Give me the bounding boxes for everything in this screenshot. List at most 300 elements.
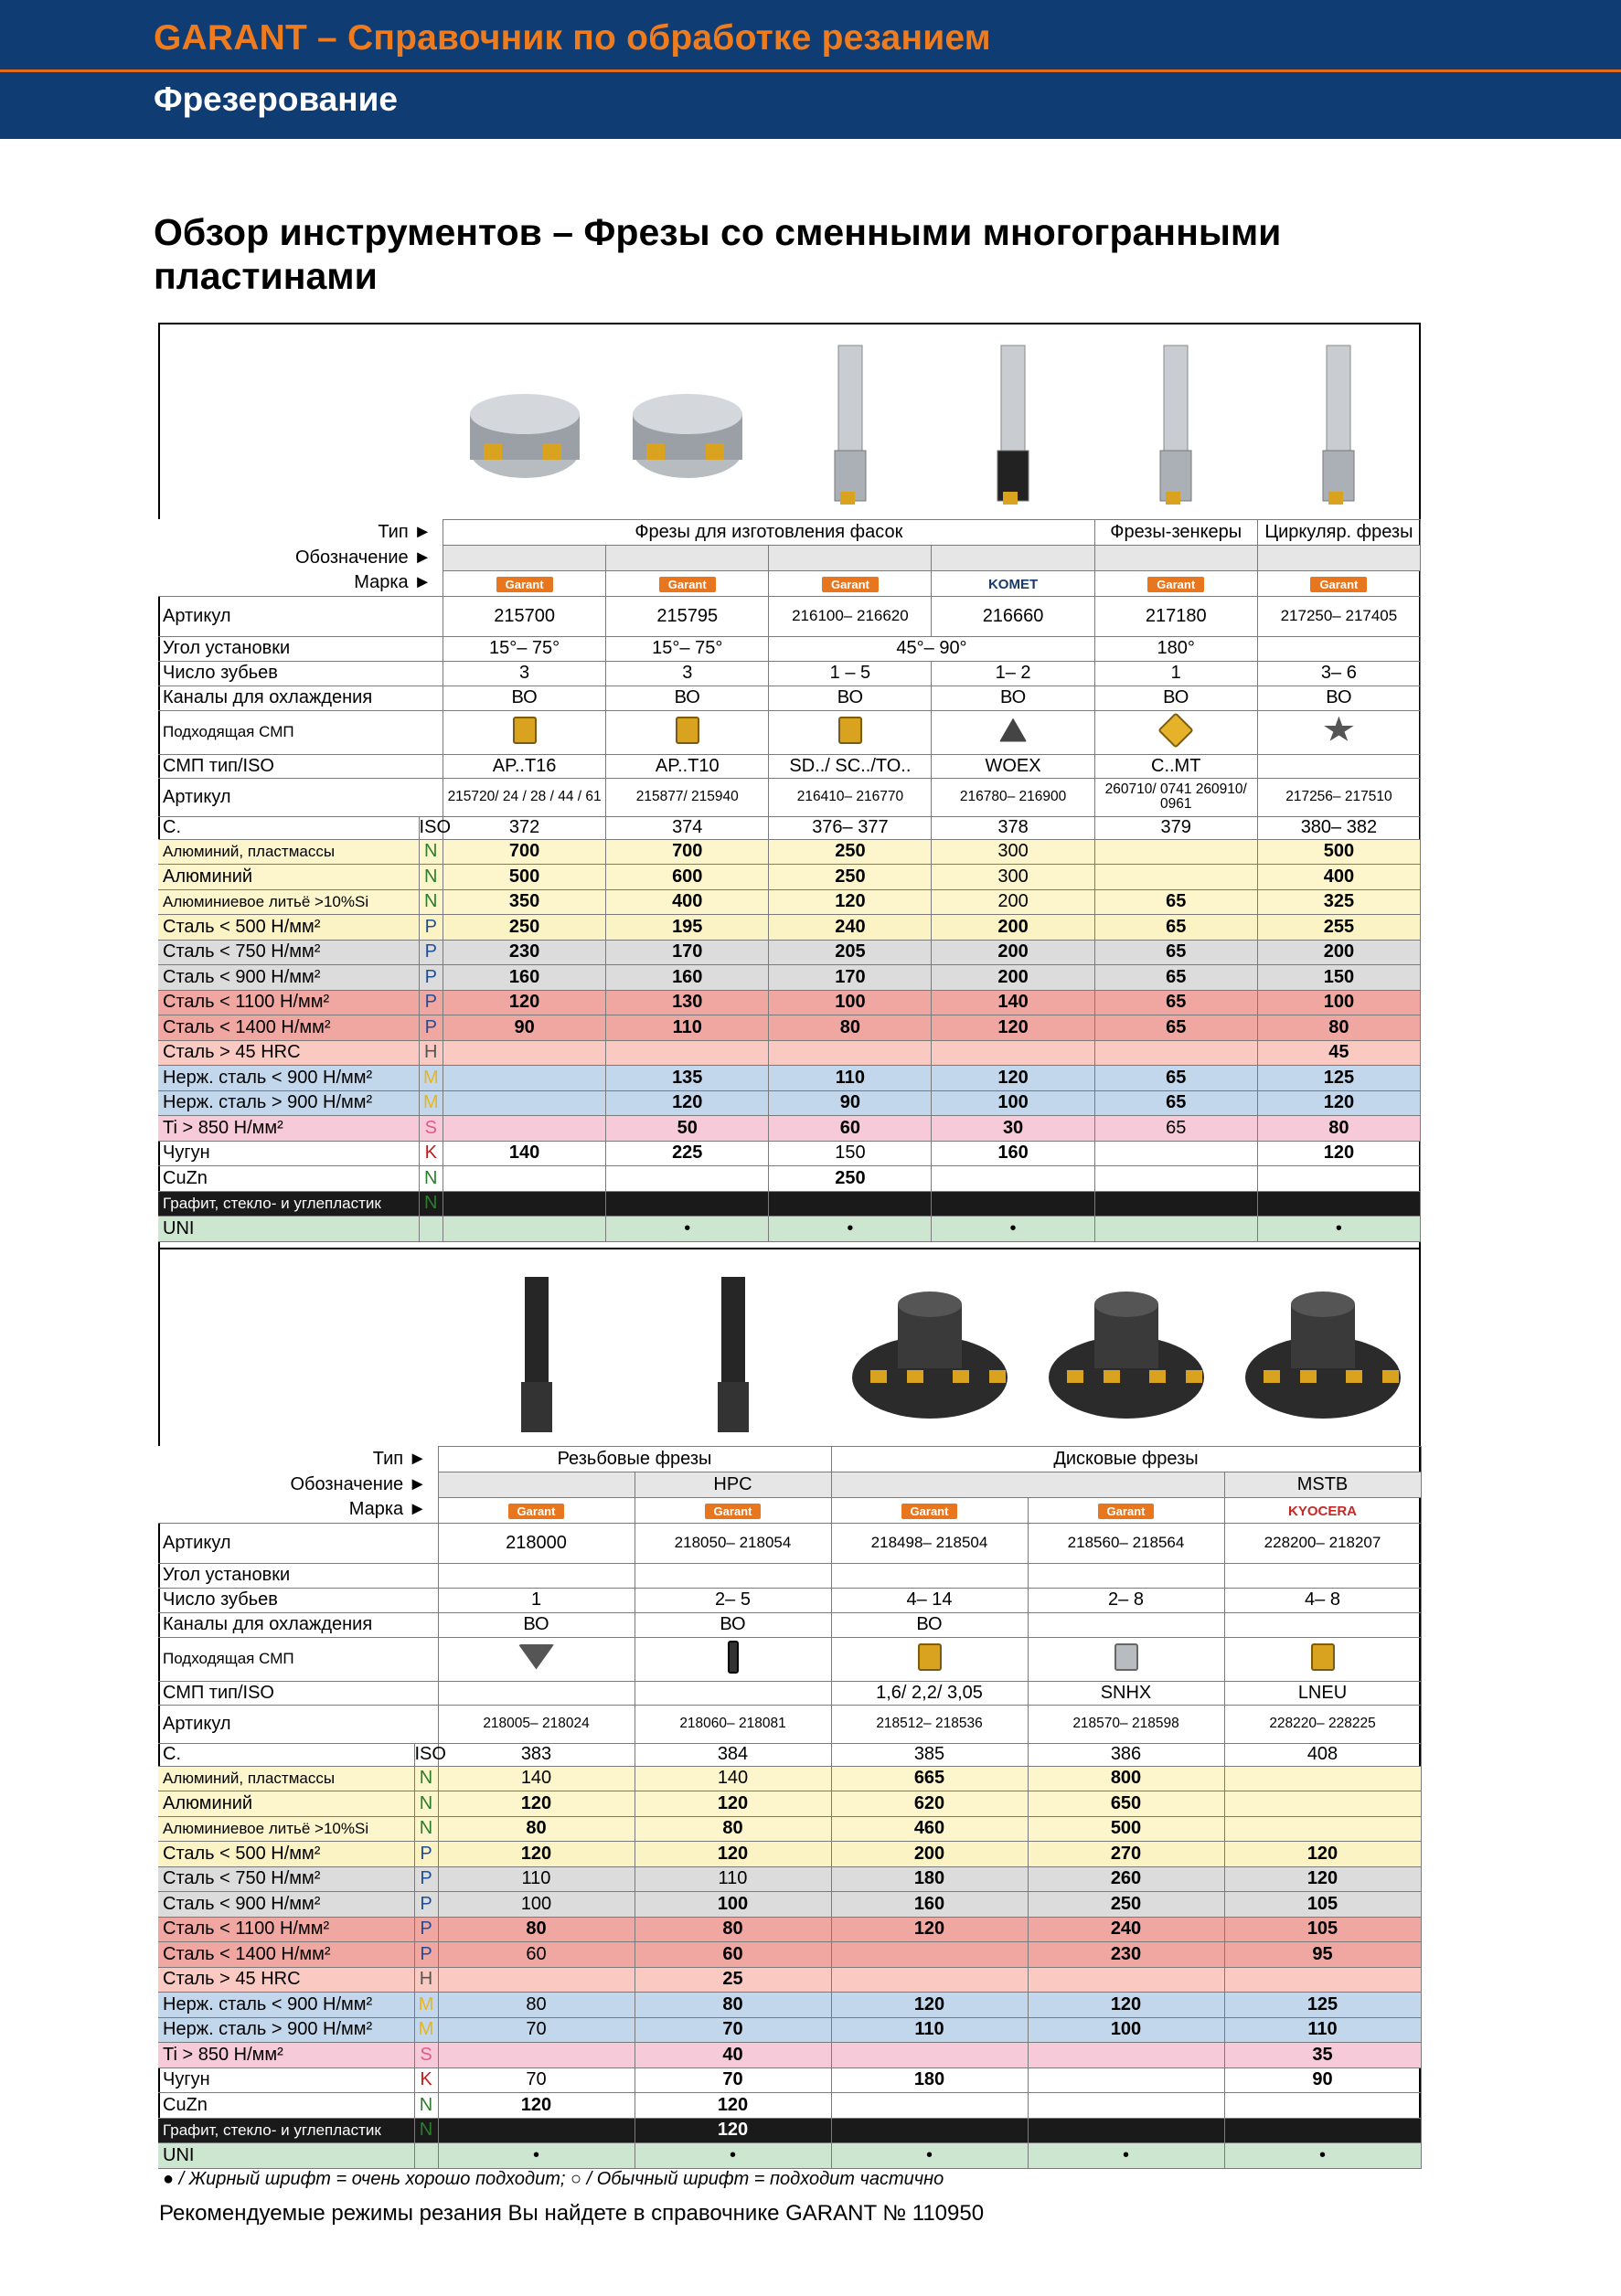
page-cell: 378 xyxy=(932,816,1094,839)
garant-logo: Garant xyxy=(705,1504,762,1520)
material-name: Сталь < 750 Н/мм² xyxy=(158,1866,414,1892)
value-cell: 150 xyxy=(1257,965,1420,991)
value-cell xyxy=(438,2043,635,2068)
value-cell: 600 xyxy=(606,865,769,890)
iso-class: P xyxy=(414,1866,438,1892)
value-cell: • xyxy=(1257,1217,1420,1242)
iso-class: P xyxy=(414,1917,438,1942)
table-row xyxy=(158,1866,1421,1892)
value-cell: 120 xyxy=(1224,1842,1421,1867)
value-cell xyxy=(1028,2118,1224,2143)
value-cell: 70 xyxy=(438,2017,635,2043)
insert-type-cell: C..MT xyxy=(1094,754,1257,778)
value-cell: 60 xyxy=(438,1942,635,1968)
teeth-cell: 4– 8 xyxy=(1224,1588,1421,1612)
value-cell: 35 xyxy=(1224,2043,1421,2068)
angle-label: Угол установки xyxy=(158,1563,438,1588)
insert-article-cell: 215720/ 24 / 28 / 44 / 61 xyxy=(443,778,606,816)
value-cell: 80 xyxy=(1257,1015,1420,1041)
material-name: Алюминий xyxy=(158,865,419,890)
designation-label: Обозначение ► xyxy=(158,545,443,570)
value-cell: 500 xyxy=(1257,839,1420,865)
cooling-cell: ВО xyxy=(606,686,769,710)
value-cell: 650 xyxy=(1028,1791,1224,1817)
value-cell xyxy=(1094,1141,1257,1166)
iso-class: N xyxy=(419,865,443,890)
header-divider xyxy=(0,69,1621,72)
value-cell: 90 xyxy=(1224,2067,1421,2093)
insert-gold-icon xyxy=(676,717,699,744)
tool-image-icon xyxy=(619,341,756,515)
table-row xyxy=(158,1942,1421,1968)
value-cell: 120 xyxy=(635,2093,831,2119)
insert-type-cell: LNEU xyxy=(1224,1681,1421,1705)
article-label: Артикул xyxy=(158,1523,438,1563)
insert-type-cell: AP..T16 xyxy=(443,754,606,778)
value-cell: 240 xyxy=(769,915,932,941)
insert-grey-icon xyxy=(1114,1643,1138,1671)
value-cell: 195 xyxy=(606,915,769,941)
material-name: Ti > 850 Н/мм² xyxy=(158,1116,419,1142)
table-row xyxy=(158,1249,1421,1446)
page-title: Обзор инструментов – Фрезы со сменными многогранными пластинами xyxy=(154,211,1282,297)
value-cell: 120 xyxy=(635,1791,831,1817)
insert-article-cell: 218060– 218081 xyxy=(635,1705,831,1743)
tool-image xyxy=(443,323,606,519)
iso-class: S xyxy=(419,1116,443,1142)
designation-cell xyxy=(1094,545,1257,570)
value-cell: 140 xyxy=(438,1766,635,1791)
page-cell: 372 xyxy=(443,816,606,839)
value-cell: 350 xyxy=(443,889,606,915)
table-row xyxy=(158,1090,1421,1116)
iso-label: ISO xyxy=(414,1744,446,1764)
value-cell: 65 xyxy=(1094,965,1257,991)
value-cell: 120 xyxy=(606,1090,769,1116)
tool-group: Фрезы для изготовления фасок xyxy=(443,519,1095,545)
article-cell: 228200– 218207 xyxy=(1224,1523,1421,1563)
garant-logo: Garant xyxy=(1098,1504,1155,1520)
table-row xyxy=(158,570,1421,596)
value-cell: 60 xyxy=(635,1942,831,1968)
value-cell: 800 xyxy=(1028,1766,1224,1791)
angle-cell xyxy=(1028,1563,1224,1588)
brand-cell xyxy=(438,1497,635,1523)
value-cell xyxy=(831,1967,1028,1993)
cooling-cell: ВО xyxy=(443,686,606,710)
tool-image-icon xyxy=(843,1268,1017,1441)
page-cell: 383 xyxy=(438,1743,635,1766)
brand-cell xyxy=(1028,1497,1224,1523)
value-cell: 100 xyxy=(438,1892,635,1918)
material-name: Ti > 850 Н/мм² xyxy=(158,2043,414,2068)
value-cell: • xyxy=(932,1217,1094,1242)
insert-article-cell: 217256– 217510 xyxy=(1257,778,1420,816)
iso-class: P xyxy=(419,990,443,1015)
designation-cell xyxy=(831,1472,1224,1497)
value-cell xyxy=(1257,1191,1420,1217)
insert-article-cell: 228220– 228225 xyxy=(1224,1705,1421,1743)
type-label: Тип ► xyxy=(158,519,443,545)
table-row xyxy=(158,1066,1421,1091)
insert-cell xyxy=(1224,1637,1421,1681)
brand-cell xyxy=(606,570,769,596)
angle-cell xyxy=(438,1563,635,1588)
value-cell: 105 xyxy=(1224,1892,1421,1918)
insert-type-cell xyxy=(635,1681,831,1705)
tool-image-icon xyxy=(944,341,1082,515)
value-cell: • xyxy=(1224,2143,1421,2169)
value-cell xyxy=(1094,1191,1257,1217)
iso-class: N xyxy=(414,1766,438,1791)
insert-article-cell: 260710/ 0741 260910/ 0961 xyxy=(1094,778,1257,816)
material-name: Сталь < 1100 Н/мм² xyxy=(158,1917,414,1942)
page-cell: 376– 377 xyxy=(769,816,932,839)
material-name: UNI xyxy=(158,2143,414,2169)
table-row xyxy=(158,1842,1421,1867)
value-cell: 130 xyxy=(606,990,769,1015)
table-row xyxy=(158,2093,1421,2119)
page-cell: 386 xyxy=(1028,1743,1224,1766)
designation-cell xyxy=(606,545,769,570)
value-cell: 65 xyxy=(1094,1066,1257,1091)
iso-class: M xyxy=(414,2017,438,2043)
value-cell: 700 xyxy=(443,839,606,865)
garant-logo: Garant xyxy=(508,1504,565,1520)
tool-image-icon xyxy=(646,1268,820,1441)
value-cell: 120 xyxy=(1028,1993,1224,2018)
tool-image xyxy=(438,1249,635,1446)
value-cell xyxy=(443,1066,606,1091)
tool-image xyxy=(635,1249,831,1446)
iso-class: P xyxy=(414,1942,438,1968)
reference-note: Рекомендуемые режимы резания Вы найдете в справочнике GARANT № 110950 xyxy=(159,2201,985,2226)
tools-table-1 xyxy=(158,323,1421,1242)
insert-fit-label: Подходящая СМП xyxy=(158,1637,438,1681)
value-cell: 700 xyxy=(606,839,769,865)
value-cell xyxy=(1224,1816,1421,1842)
material-name: Графит, стекло- и углепластик xyxy=(158,1191,419,1217)
value-cell: 40 xyxy=(635,2043,831,2068)
value-cell: 250 xyxy=(769,1166,932,1192)
article-cell: 218498– 218504 xyxy=(831,1523,1028,1563)
iso-class: N xyxy=(414,1791,438,1817)
value-cell: 120 xyxy=(438,2093,635,2119)
teeth-label: Число зубьев xyxy=(158,1588,438,1612)
table-row xyxy=(158,1040,1421,1066)
brand-cell xyxy=(1094,570,1257,596)
material-name: Алюминий, пластмассы xyxy=(158,1766,414,1791)
material-name: Нерж. сталь > 900 Н/мм² xyxy=(158,2017,414,2043)
value-cell: 80 xyxy=(438,1993,635,2018)
value-cell: 180 xyxy=(831,2067,1028,2093)
insert-article-cell: 216780– 216900 xyxy=(932,778,1094,816)
value-cell: 90 xyxy=(769,1090,932,1116)
value-cell: 620 xyxy=(831,1791,1028,1817)
value-cell: • xyxy=(769,1217,932,1242)
brand-cell xyxy=(1257,570,1420,596)
material-name: CuZn xyxy=(158,2093,414,2119)
cooling-cell: ВО xyxy=(1257,686,1420,710)
value-cell: 125 xyxy=(1257,1066,1420,1091)
table-row xyxy=(158,596,1421,636)
value-cell xyxy=(1224,2118,1421,2143)
value-cell xyxy=(443,1166,606,1192)
tools-table-2 xyxy=(158,1249,1422,2169)
iso-class: P xyxy=(419,965,443,991)
table-row xyxy=(158,1612,1421,1637)
insert-star-icon xyxy=(1323,717,1354,744)
designation-cell xyxy=(438,1472,635,1497)
teeth-cell: 1 xyxy=(438,1588,635,1612)
value-cell: 270 xyxy=(1028,1842,1224,1867)
table-row xyxy=(158,1967,1421,1993)
insert-article-cell: 216410– 216770 xyxy=(769,778,932,816)
iso-class: N xyxy=(414,2118,438,2143)
article-cell: 217250– 217405 xyxy=(1257,596,1420,636)
value-cell xyxy=(1224,1967,1421,1993)
cooling-cell: ВО xyxy=(635,1612,831,1637)
value-cell: 140 xyxy=(932,990,1094,1015)
table-row xyxy=(158,889,1421,915)
tool-image-icon xyxy=(782,341,919,515)
table-row xyxy=(158,940,1421,965)
value-cell xyxy=(831,2118,1028,2143)
garant-logo: Garant xyxy=(822,577,879,593)
iso-label: ISO xyxy=(419,817,451,837)
iso-class: S xyxy=(414,2043,438,2068)
insert-type-cell: 1,6/ 2,2/ 3,05 xyxy=(831,1681,1028,1705)
value-cell: 80 xyxy=(635,1917,831,1942)
value-cell: 30 xyxy=(932,1116,1094,1142)
table-row xyxy=(158,1166,1421,1192)
value-cell: 250 xyxy=(1028,1892,1224,1918)
iso-class: H xyxy=(419,1040,443,1066)
value-cell xyxy=(1257,1166,1420,1192)
insert-hex-icon xyxy=(999,718,1027,742)
table-row xyxy=(158,2143,1421,2169)
value-cell: 100 xyxy=(769,990,932,1015)
material-name: Сталь > 45 HRC xyxy=(158,1040,419,1066)
value-cell: 120 xyxy=(1257,1141,1420,1166)
value-cell xyxy=(1094,1166,1257,1192)
insert-article-label: Артикул xyxy=(158,778,443,816)
designation-cell: HPC xyxy=(635,1472,831,1497)
value-cell: 80 xyxy=(1257,1116,1420,1142)
table-row xyxy=(158,778,1421,816)
value-cell: 200 xyxy=(1257,940,1420,965)
value-cell: 65 xyxy=(1094,1090,1257,1116)
value-cell: 70 xyxy=(438,2067,635,2093)
iso-class: P xyxy=(414,1842,438,1867)
page-cell: 374 xyxy=(606,816,769,839)
insert-cell xyxy=(932,710,1094,754)
value-cell: 120 xyxy=(1224,1866,1421,1892)
table-row xyxy=(158,2043,1421,2068)
tool-image-icon xyxy=(450,1268,624,1441)
value-cell: • xyxy=(606,1217,769,1242)
table-row xyxy=(158,1015,1421,1041)
page-cell: 408 xyxy=(1224,1743,1421,1766)
value-cell: 65 xyxy=(1094,889,1257,915)
value-cell xyxy=(1028,2043,1224,2068)
cooling-cell: ВО xyxy=(769,686,932,710)
value-cell: • xyxy=(1028,2143,1224,2169)
value-cell xyxy=(1224,1766,1421,1791)
iso-class: N xyxy=(414,1816,438,1842)
insert-article-cell: 218570– 218598 xyxy=(1028,1705,1224,1743)
table-row xyxy=(158,636,1421,661)
insert-tri-icon xyxy=(518,1644,555,1670)
designation-cell xyxy=(1257,545,1420,570)
insert-type-label: СМП тип/ISO xyxy=(158,1681,438,1705)
insert-type-cell: SNHX xyxy=(1028,1681,1224,1705)
brand-label: Марка ► xyxy=(158,1497,438,1523)
image-spacer xyxy=(158,323,443,519)
material-name: Сталь < 500 Н/мм² xyxy=(158,1842,414,1867)
cooling-cell: ВО xyxy=(1094,686,1257,710)
value-cell: 80 xyxy=(635,1816,831,1842)
tool-image xyxy=(1094,323,1257,519)
material-name: Нерж. сталь > 900 Н/мм² xyxy=(158,1090,419,1116)
value-cell: 160 xyxy=(831,1892,1028,1918)
table-row xyxy=(158,1637,1421,1681)
value-cell: 140 xyxy=(443,1141,606,1166)
angle-cell xyxy=(1224,1563,1421,1588)
iso-class: P xyxy=(419,940,443,965)
value-cell: 200 xyxy=(932,965,1094,991)
value-cell: 110 xyxy=(1224,2017,1421,2043)
value-cell: 150 xyxy=(769,1141,932,1166)
table-row xyxy=(158,1563,1421,1588)
value-cell xyxy=(443,1191,606,1217)
value-cell xyxy=(438,2118,635,2143)
page-label: С. xyxy=(158,1743,414,1766)
table-row xyxy=(158,1472,1421,1497)
designation-cell: MSTB xyxy=(1224,1472,1421,1497)
type-label: Тип ► xyxy=(158,1446,438,1472)
table-row xyxy=(158,710,1421,754)
value-cell: 120 xyxy=(932,1015,1094,1041)
table-row xyxy=(158,2118,1421,2143)
value-cell: 65 xyxy=(1094,1015,1257,1041)
table-row xyxy=(158,519,1421,545)
garant-logo: Garant xyxy=(496,577,553,593)
material-name: Алюминий xyxy=(158,1791,414,1817)
angle-cell xyxy=(831,1563,1028,1588)
table-row xyxy=(158,990,1421,1015)
garant-logo: Garant xyxy=(901,1504,958,1520)
value-cell: 230 xyxy=(1028,1942,1224,1968)
tool-image xyxy=(606,323,769,519)
tool-image xyxy=(1028,1249,1224,1446)
value-cell xyxy=(443,1040,606,1066)
article-cell: 215700 xyxy=(443,596,606,636)
tool-image xyxy=(1257,323,1420,519)
table-row xyxy=(158,839,1421,865)
value-cell: 120 xyxy=(438,1842,635,1867)
insert-dark-icon xyxy=(728,1641,739,1674)
angle-cell: 15°– 75° xyxy=(606,636,769,661)
value-cell xyxy=(769,1040,932,1066)
value-cell: 250 xyxy=(769,839,932,865)
insert-cell xyxy=(635,1637,831,1681)
insert-gold-icon xyxy=(918,1643,942,1671)
value-cell: 120 xyxy=(1257,1090,1420,1116)
insert-cell xyxy=(769,710,932,754)
brand-cell xyxy=(635,1497,831,1523)
designation-cell xyxy=(932,545,1094,570)
kyocera-logo: KYOCERA xyxy=(1287,1503,1357,1519)
angle-cell: 15°– 75° xyxy=(443,636,606,661)
value-cell: 300 xyxy=(932,865,1094,890)
value-cell xyxy=(443,1090,606,1116)
article-cell: 216100– 216620 xyxy=(769,596,932,636)
value-cell: 120 xyxy=(635,2118,831,2143)
value-cell: 170 xyxy=(769,965,932,991)
value-cell xyxy=(443,1217,606,1242)
value-cell xyxy=(1094,839,1257,865)
value-cell: 110 xyxy=(438,1866,635,1892)
insert-type-cell: AP..T10 xyxy=(606,754,769,778)
value-cell: 65 xyxy=(1094,1116,1257,1142)
article-cell: 218050– 218054 xyxy=(635,1523,831,1563)
iso-class: M xyxy=(419,1090,443,1116)
tool-image xyxy=(932,323,1094,519)
value-cell: 70 xyxy=(635,2017,831,2043)
material-name: UNI xyxy=(158,1217,419,1242)
insert-type-cell xyxy=(438,1681,635,1705)
value-cell: 110 xyxy=(635,1866,831,1892)
insert-type-cell xyxy=(1257,754,1420,778)
table-row xyxy=(158,2067,1421,2093)
value-cell: 160 xyxy=(932,1141,1094,1166)
value-cell: 100 xyxy=(1257,990,1420,1015)
teeth-cell: 3 xyxy=(606,661,769,686)
garant-logo: Garant xyxy=(1310,577,1367,593)
value-cell xyxy=(932,1166,1094,1192)
table-row xyxy=(158,1743,1421,1766)
value-cell: 110 xyxy=(606,1015,769,1041)
teeth-cell: 3 xyxy=(443,661,606,686)
iso-class: N xyxy=(419,839,443,865)
cooling-cell xyxy=(1028,1612,1224,1637)
insert-article-label: Артикул xyxy=(158,1705,438,1743)
table-row xyxy=(158,1191,1421,1217)
table-row xyxy=(158,1681,1421,1705)
iso-class: N xyxy=(419,1191,443,1217)
value-cell: 230 xyxy=(443,940,606,965)
value-cell xyxy=(932,1040,1094,1066)
iso-class xyxy=(419,1217,443,1242)
article-cell: 216660 xyxy=(932,596,1094,636)
table-row xyxy=(158,1816,1421,1842)
article-label: Артикул xyxy=(158,596,443,636)
tool-image xyxy=(769,323,932,519)
teeth-cell: 3– 6 xyxy=(1257,661,1420,686)
teeth-cell: 4– 14 xyxy=(831,1588,1028,1612)
article-cell: 217180 xyxy=(1094,596,1257,636)
cooling-label: Каналы для охлаждения xyxy=(158,686,443,710)
value-cell: 200 xyxy=(932,915,1094,941)
angle-cell xyxy=(1257,636,1420,661)
value-cell: 80 xyxy=(769,1015,932,1041)
value-cell: 45 xyxy=(1257,1040,1420,1066)
material-name: Нерж. сталь < 900 Н/мм² xyxy=(158,1066,419,1091)
value-cell: 250 xyxy=(769,865,932,890)
table-row xyxy=(158,1497,1421,1523)
tool-image xyxy=(831,1249,1028,1446)
